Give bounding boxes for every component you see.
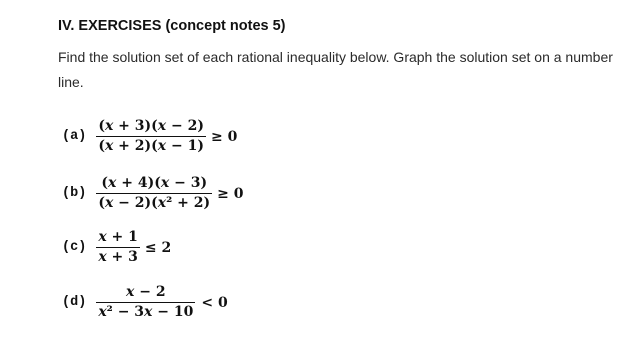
problem-label: (c) [62,240,87,255]
numerator: x − 2 [126,284,166,300]
denominator: x + 3 [98,249,138,265]
numerator: (x + 4)(x − 3) [101,175,208,191]
instructions-text: Find the solution set of each rational inequality below. Graph the solution set on a number line. [58,49,613,90]
problem-label: (b) [62,186,87,201]
inequality-relation: ≤ 2 [144,239,172,256]
inequality-relation: < 0 [201,294,228,311]
problem-label: (a) [62,129,87,144]
denominator: (x − 2)(x² + 2) [98,195,211,211]
inequality-relation: ≥ 0 [211,128,238,145]
denominator: x² − 3x − 10 [98,304,194,320]
inequality-relation: ≥ 0 [217,185,244,202]
problem-b [62,175,244,212]
numerator: (x + 3)(x − 2) [98,118,204,134]
denominator: (x + 2)(x − 1) [98,138,204,154]
problem-a [62,118,237,155]
rational-expression [96,229,140,266]
problem-d [62,284,228,321]
rational-expression [96,175,212,212]
problem-label: (d) [62,295,87,310]
numerator: x + 1 [98,229,138,245]
problem-c [62,229,171,266]
rational-expression [96,284,195,321]
section-heading: IV. EXERCISES (concept notes 5) [58,18,286,34]
rational-expression [96,118,206,155]
